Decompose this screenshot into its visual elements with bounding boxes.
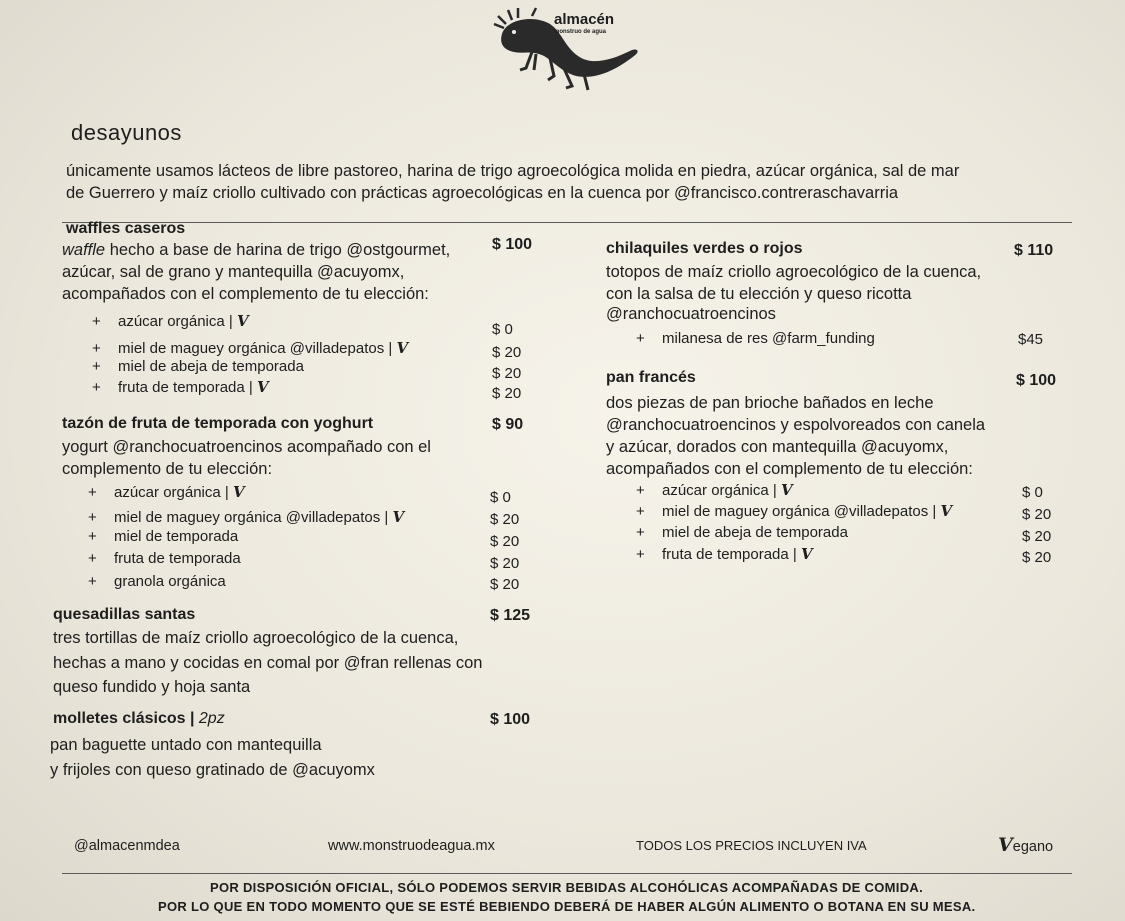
quesadillas-desc-2: hechas a mano y cocidas en comal por @fran rellenas con <box>53 654 483 672</box>
tazon-option-price: $ 20 <box>490 576 520 593</box>
tazon-option-price: $ 20 <box>490 511 520 528</box>
waffles-option-price: $ 20 <box>492 385 522 402</box>
pan-frances-option: + miel de maguey orgánica @villadepatos | V <box>636 502 953 520</box>
vegan-icon: V <box>396 339 409 357</box>
tazon-option-price: $ 20 <box>490 533 520 550</box>
waffles-option: + azúcar orgánica | V <box>92 312 249 330</box>
chilaquiles-price: $ 110 <box>1014 242 1054 259</box>
pan-frances-desc-2: @ranchocuatroencinos y espolvoreados con canela <box>606 416 986 434</box>
pan-frances-price: $ 100 <box>1016 372 1057 389</box>
pan-frances-option-price: $ 20 <box>1022 528 1052 545</box>
vegan-icon: V <box>256 378 269 396</box>
tazon-option: + azúcar orgánica | V <box>88 483 245 501</box>
intro-line-1: únicamente usamos lácteos de libre pastoreo, harina de trigo agroecológica molida en piedra, azúcar orgánica, sal de mar <box>66 162 960 180</box>
waffles-option: + miel de maguey orgánica @villadepatos | V <box>92 339 409 357</box>
quesadillas-price: $ 125 <box>490 607 531 624</box>
notice-line-1: POR DISPOSICIÓN OFICIAL, SÓLO PODEMOS SERVIR BEBIDAS ALCOHÓLICAS ACOMPAÑADAS DE COMIDA. <box>210 880 923 895</box>
waffles-price: $ 100 <box>492 236 533 253</box>
quesadillas-name: quesadillas santas <box>53 606 196 623</box>
molletes-note: 2pz <box>198 710 225 727</box>
vegan-icon: V <box>800 545 813 563</box>
divider-top <box>62 222 1072 223</box>
notice-line-2: POR LO QUE EN TODO MOMENTO QUE SE ESTÉ BEBIENDO DEBERÁ DE HABER ALGÚN ALIMENTO O BOTANA EN SU MESA. <box>158 899 976 914</box>
waffles-desc-1: waffle hecho a base de harina de trigo @ostgourmet, <box>62 241 451 259</box>
waffles-option: + miel de abeja de temporada <box>92 358 304 375</box>
chilaquiles-name: chilaquiles verdes o rojos <box>606 240 803 257</box>
tazon-option-price: $ 0 <box>490 489 511 506</box>
intro-line-2: de Guerrero y maíz criollo cultivado con prácticas agroecológicas en la cuenca por @francisco.contreraschavarria <box>66 184 899 202</box>
footer-iva: TODOS LOS PRECIOS INCLUYEN IVA <box>636 838 867 853</box>
chilaquiles-option-price: $45 <box>1018 331 1044 348</box>
pan-frances-name: pan francés <box>606 369 696 386</box>
tazon-option: + miel de temporada <box>88 528 239 545</box>
footer-instagram: @almacenmdea <box>74 838 180 854</box>
molletes-desc-1: pan baguette untado con mantequilla <box>50 736 322 754</box>
vegan-icon: V <box>998 834 1013 856</box>
waffles-option-price: $ 20 <box>492 344 522 361</box>
chilaquiles-desc-3: @ranchocuatroencinos <box>606 305 776 323</box>
waffles-option: + fruta de temporada | V <box>92 378 269 396</box>
tazon-option: + granola orgánica <box>88 573 226 590</box>
footer-website: www.monstruodeagua.mx <box>328 838 495 854</box>
waffles-desc-2: azúcar, sal de grano y mantequilla @acuyomx, <box>62 263 405 281</box>
tazon-option: + fruta de temporada <box>88 550 241 567</box>
vegan-icon: V <box>940 502 953 520</box>
pan-frances-option-price: $ 20 <box>1022 506 1052 523</box>
quesadillas-desc-1: tres tortillas de maíz criollo agroecológico de la cuenca, <box>53 629 459 647</box>
tazon-name: tazón de fruta de temporada con yoghurt <box>62 415 374 432</box>
section-title: desayunos <box>71 120 182 145</box>
molletes-name: molletes clásicos | 2pz <box>53 710 225 727</box>
tazon-price: $ 90 <box>492 416 524 433</box>
pan-frances-option-price: $ 0 <box>1022 484 1043 501</box>
logo-name: almacén <box>554 11 615 28</box>
chilaquiles-desc-2: con la salsa de tu elección y queso ricotta <box>606 285 912 303</box>
tazon-option: + miel de maguey orgánica @villadepatos | V <box>88 508 405 526</box>
chilaquiles-desc-1: totopos de maíz criollo agroecológico de la cuenca, <box>606 263 982 281</box>
pan-frances-option: + azúcar orgánica | V <box>636 481 793 499</box>
vegan-icon: V <box>780 481 793 499</box>
vegan-icon: V <box>232 483 245 501</box>
footer-vegano: Vegano <box>998 834 1054 856</box>
axolotl-logo <box>492 6 642 96</box>
pan-frances-option: + fruta de temporada | V <box>636 545 813 563</box>
tazon-option-price: $ 20 <box>490 555 520 572</box>
tazon-desc-1: yogurt @ranchocuatroencinos acompañado con el <box>62 438 431 456</box>
waffles-option-price: $ 0 <box>492 321 513 338</box>
pan-frances-desc-4: acompañados con el complemento de tu elección: <box>606 460 973 478</box>
logo-subtitle: monstruo de agua <box>554 29 607 35</box>
molletes-desc-2: y frijoles con queso gratinado de @acuyomx <box>50 761 375 779</box>
waffles-desc-3: acompañados con el complemento de tu elección: <box>62 285 429 303</box>
pan-frances-option: + miel de abeja de temporada <box>636 524 848 541</box>
divider-bottom <box>62 873 1072 874</box>
pan-frances-option-price: $ 20 <box>1022 549 1052 566</box>
tazon-desc-2: complemento de tu elección: <box>62 460 273 478</box>
quesadillas-desc-3: queso fundido y hoja santa <box>53 678 251 696</box>
vegan-icon: V <box>392 508 405 526</box>
pan-frances-desc-3: y azúcar, dorados con mantequilla @acuyomx, <box>606 438 949 456</box>
waffles-name: waffles caseros <box>66 220 186 237</box>
molletes-price: $ 100 <box>490 711 531 728</box>
waffles-option-price: $ 20 <box>492 365 522 382</box>
chilaquiles-option: + milanesa de res @farm_funding <box>636 330 875 347</box>
vegan-icon: V <box>236 312 249 330</box>
pan-frances-desc-1: dos piezas de pan brioche bañados en leche <box>606 394 934 412</box>
